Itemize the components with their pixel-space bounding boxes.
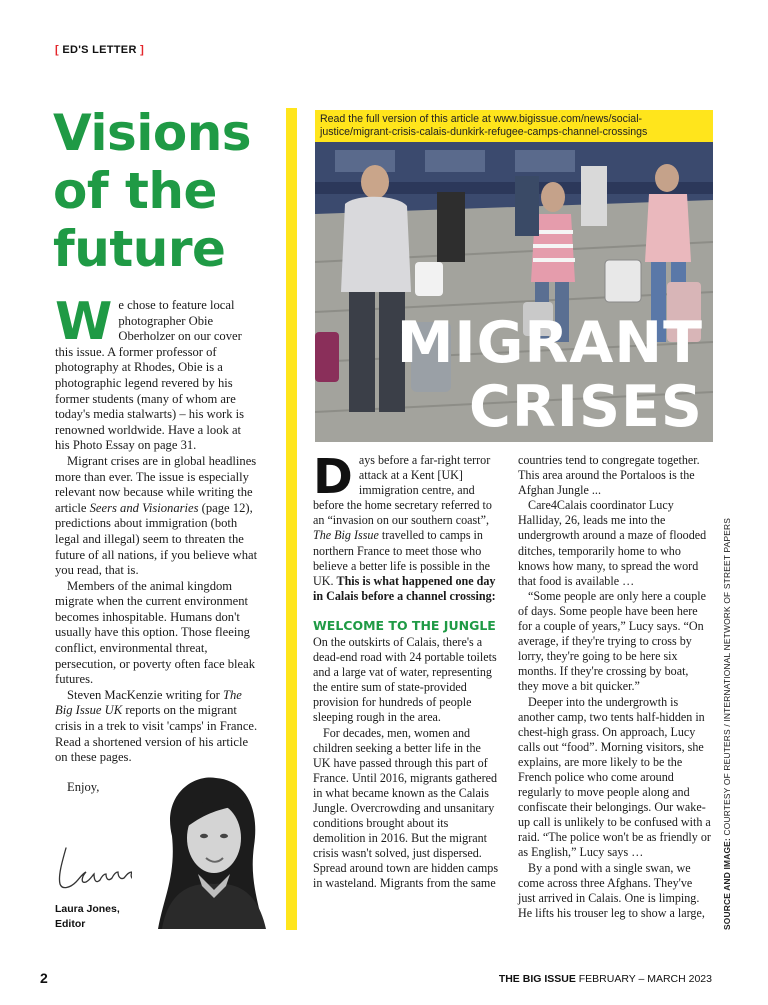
article-paragraph: On the outskirts of Calais, there's a dead-end road with 24 portable toilets and a large vat of water, representing the entire sum of state-provided provision for hundreds of people sleeping rough in the area. (313, 634, 497, 725)
letter-paragraph: Migrant crises are in global headlines more than ever. The issue is especially relevant now because while writing the article Seers and Visionaries (page 12), predictions about immigration (both legal and illegal) seem to threaten the future of all nations, if you believe what you read, that is. (55, 453, 258, 578)
article-paragraph: Deeper into the undergrowth is another camp, two tents half-hidden in chest-high grass. On approach, Lucy calls out “food”. Morning visitors, she explains, are more likely to be the French police who come around regularly to move people along and confiscate their belongings. Our wake-up call is unlikely to be confused with a raid. “The police won't be as friendly or as English,” Lucy says … (518, 694, 711, 860)
article-photo (315, 142, 713, 442)
article-paragraph: countries tend to congregate together. This area around the Portaloos is the Afghan Jungle ... (518, 453, 700, 498)
article-paragraph: For decades, men, women and children seeking a better life in the UK have passed through this part of France. Until 2016, migrants gathered in what became known as the Calais Jungle. Overcrowding and unsanitary conditions brought about its demolition in 2016. But the migrant crisis wasn't solved, just dispersed. Spread around town are hidden camps in wasteland. Migrants from the same (313, 725, 499, 891)
article-title-line1: MIGRANT (396, 310, 703, 376)
drop-cap: W (55, 292, 113, 352)
article-column-2 (518, 453, 712, 921)
image-credit: SOURCE AND IMAGE: COURTESY OF REUTERS / INTERNATIONAL NETWORK OF STREET PAPERS (722, 517, 732, 930)
editor-portrait (132, 766, 282, 929)
article-column-1 (313, 449, 499, 892)
letter-paragraph: We chose to feature local photographer Obie Oberholzer on our cover this issue. A former professor of photography at Rhodes, Obie is a photographic legend revered by his former students (many of whom are today's media stalwarts) – his work is renowned worldwide. Have a look at his Photo Essay on page 31. (55, 292, 245, 453)
article-title-line2: CRISES (469, 374, 703, 440)
section-tag: [ ED'S LETTER ] (55, 44, 145, 56)
drop-cap: D (313, 449, 353, 505)
article-paragraph: Days before a far-right terror attack at a Kent [UK] immigration centre, and before the home secretary referred to an “invasion on our southern coast”, The Big Issue travelled to camps in northern France to meet those who believe a better life is possible in the UK. This is what happened one day in Calais before a channel crossing: (313, 449, 496, 603)
page-title: Visions of the future (53, 104, 252, 278)
article-subhead: WELCOME TO THE JUNGLE (313, 617, 496, 633)
accent-bar (286, 108, 297, 930)
letter-paragraph: Steven MacKenzie writing for The Big Issue UK reports on the migrant crisis in a trek to visit 'camps' in France. Read a shortened version of his article on these pages. (55, 687, 258, 765)
footer-issue: THE BIG ISSUE FEBRUARY – MARCH 2023 (498, 973, 712, 985)
letter-paragraph: Members of the animal kingdom migrate when the current environment becomes inhospitable. Humans don't usually have this option. Those fleeing conflict, environmental threat, persecution, or poverty often face bleak futures. (55, 578, 256, 687)
editor-credit: Laura Jones, Editor (55, 903, 120, 930)
letter-signoff: Enjoy, (67, 779, 100, 794)
article-paragraph: Care4Calais coordinator Lucy Halliday, 26, leads me into the undergrowth around a maze of flooded ditches, temporarily home to who knows how many, to spread the word that food is available … (518, 498, 707, 588)
article-paragraph: “Some people are only here a couple of days. Some people have been here for a couple of years,” Lucy says. “On average, if they're trying to cross by lorry, they're going to be here six months. If they're crossing by boat, they move a bit quicker.” (518, 588, 706, 694)
article-paragraph: By a pond with a single swan, we come across three Afghans. They've just arrived in Calais. One is limping. He lifts his trouser leg to show a large, (518, 860, 705, 920)
editors-letter (55, 292, 258, 795)
read-more-link[interactable]: Read the full version of this article at www.bigissue.com/news/social-justice/migrant-crisis-calais-dunkirk-refugee-camps-channel-crossings (315, 110, 713, 142)
page-number: 2 (40, 970, 48, 986)
